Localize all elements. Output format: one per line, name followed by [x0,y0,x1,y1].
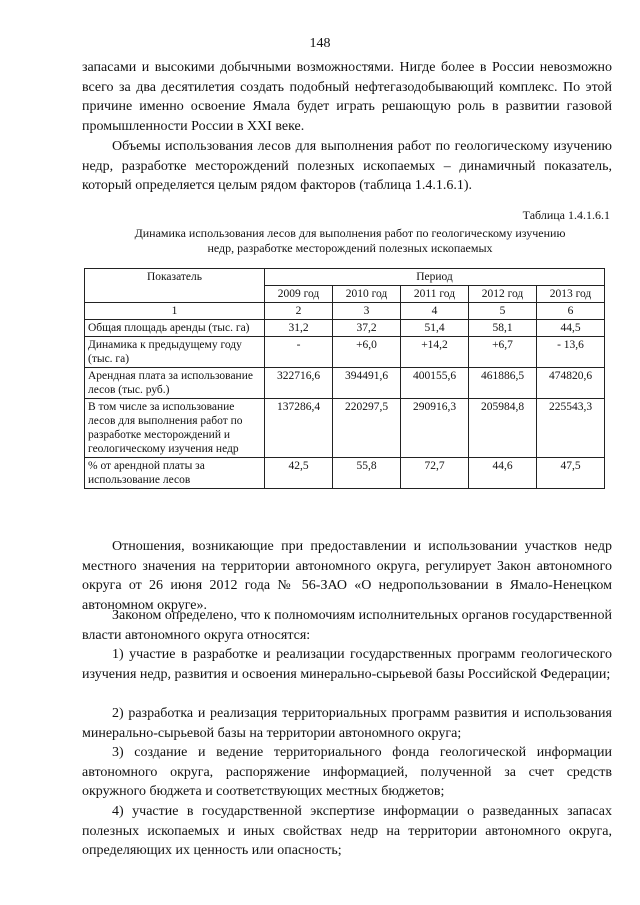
cell-value: +14,2 [401,337,469,368]
col-number: 6 [537,303,605,320]
col-number: 1 [85,303,265,320]
table-caption: Динамика использования лесов для выполнения работ по геологическому изучению недр, разработке месторождений полезных ископаемых [134,226,566,255]
list-item: 3) создание и ведение территориального фонда геологической информации автономного округа, распоряжение информацией, полученной за счет средств окружного бюджета и соответствующих местных бюджетов; [82,745,612,799]
year-header: 2013 год [537,286,605,303]
table-row [85,399,605,458]
cell-value: 31,2 [265,320,333,337]
year-header: 2010 год [333,286,401,303]
paragraph-intro: запасами и высокими добычными возможностями. Нигде более в России невозможно всего за два десятилетия создать подобный нефтегазодобывающий комплекс. По этой причине именно освоение Ямала будет играть решающую роль в развитии газовой промышленности России в XXI веке. [82,60,612,134]
col-number: 4 [401,303,469,320]
cell-value: 42,5 [265,458,333,489]
table-row [85,337,605,368]
table-row [85,458,605,489]
year-header: 2009 год [265,286,333,303]
col-number: 3 [333,303,401,320]
cell-value: +6,7 [469,337,537,368]
cell-value: 47,5 [537,458,605,489]
header-period: Период [265,269,605,286]
list-item: 1) участие в разработке и реализации государственных программ геологического изучения недр, развития и освоения минерально-сырьевой базы Российской Федерации; [82,647,612,682]
cell-value: 394491,6 [333,368,401,399]
forest-use-table [84,268,605,489]
list-item: 4) участие в государственной экспертизе информации о разведанных запасах полезных ископаемых и иных свойствах недр на территории автономного округа, определяющих их ценность или опасность; [82,804,612,858]
cell-value: - [265,337,333,368]
cell-value: 44,6 [469,458,537,489]
cell-value: 225543,3 [537,399,605,458]
table-label: Таблица 1.4.1.6.1 [522,208,610,222]
column-number-row [85,303,605,320]
cell-value: 290916,3 [401,399,469,458]
cell-value: 55,8 [333,458,401,489]
row-label: Динамика к предыдущему году (тыс. га) [85,337,265,368]
col-number: 2 [265,303,333,320]
cell-value: 474820,6 [537,368,605,399]
cell-value: - 13,6 [537,337,605,368]
table-row [85,368,605,399]
list-item: 2) разработка и реализация территориальных программ развития и использования минерально-сырьевой базы на территории автономного округа; [82,706,612,741]
row-label: Арендная плата за использование лесов (тыс. руб.) [85,368,265,399]
cell-value: 205984,8 [469,399,537,458]
cell-value: 322716,6 [265,368,333,399]
cell-value: 72,7 [401,458,469,489]
row-label: % от арендной платы за использование лесов [85,458,265,489]
year-header: 2011 год [401,286,469,303]
cell-value: 51,4 [401,320,469,337]
table-row [85,320,605,337]
year-header: 2012 год [469,286,537,303]
cell-value: 44,5 [537,320,605,337]
paragraph-authorities: Законом определено, что к полномочиям исполнительных органов государственной власти автономного округа относятся: [82,608,613,643]
cell-value: 58,1 [469,320,537,337]
cell-value: +6,0 [333,337,401,368]
row-label: Общая площадь аренды (тыс. га) [85,320,265,337]
paragraph-forest-volumes: Объемы использования лесов для выполнения работ по геологическому изучению недр, разработке месторождений полезных ископаемых – динамичный показатель, который определяется целым рядом факторов (таблица 1.4.1.6.1). [82,139,612,193]
cell-value: 461886,5 [469,368,537,399]
row-label: В том числе за использование лесов для выполнения работ по разработке месторождений и геологическому изучения недр [85,399,265,458]
cell-value: 400155,6 [401,368,469,399]
col-number: 5 [469,303,537,320]
header-indicator: Показатель [85,269,265,303]
page-number: 148 [309,36,331,51]
cell-value: 37,2 [333,320,401,337]
cell-value: 220297,5 [333,399,401,458]
cell-value: 137286,4 [265,399,333,458]
table-header-row [85,269,605,286]
paragraph-subsoil-relations: Отношения, возникающие при предоставлении и использовании участков недр местного значения на территории автономного округа, регулирует Закон автономного округа от 26 июня 2012 года № 56-ЗАО «О недропользовании в Ямало-Ненецком автономном округе». [82,539,612,613]
